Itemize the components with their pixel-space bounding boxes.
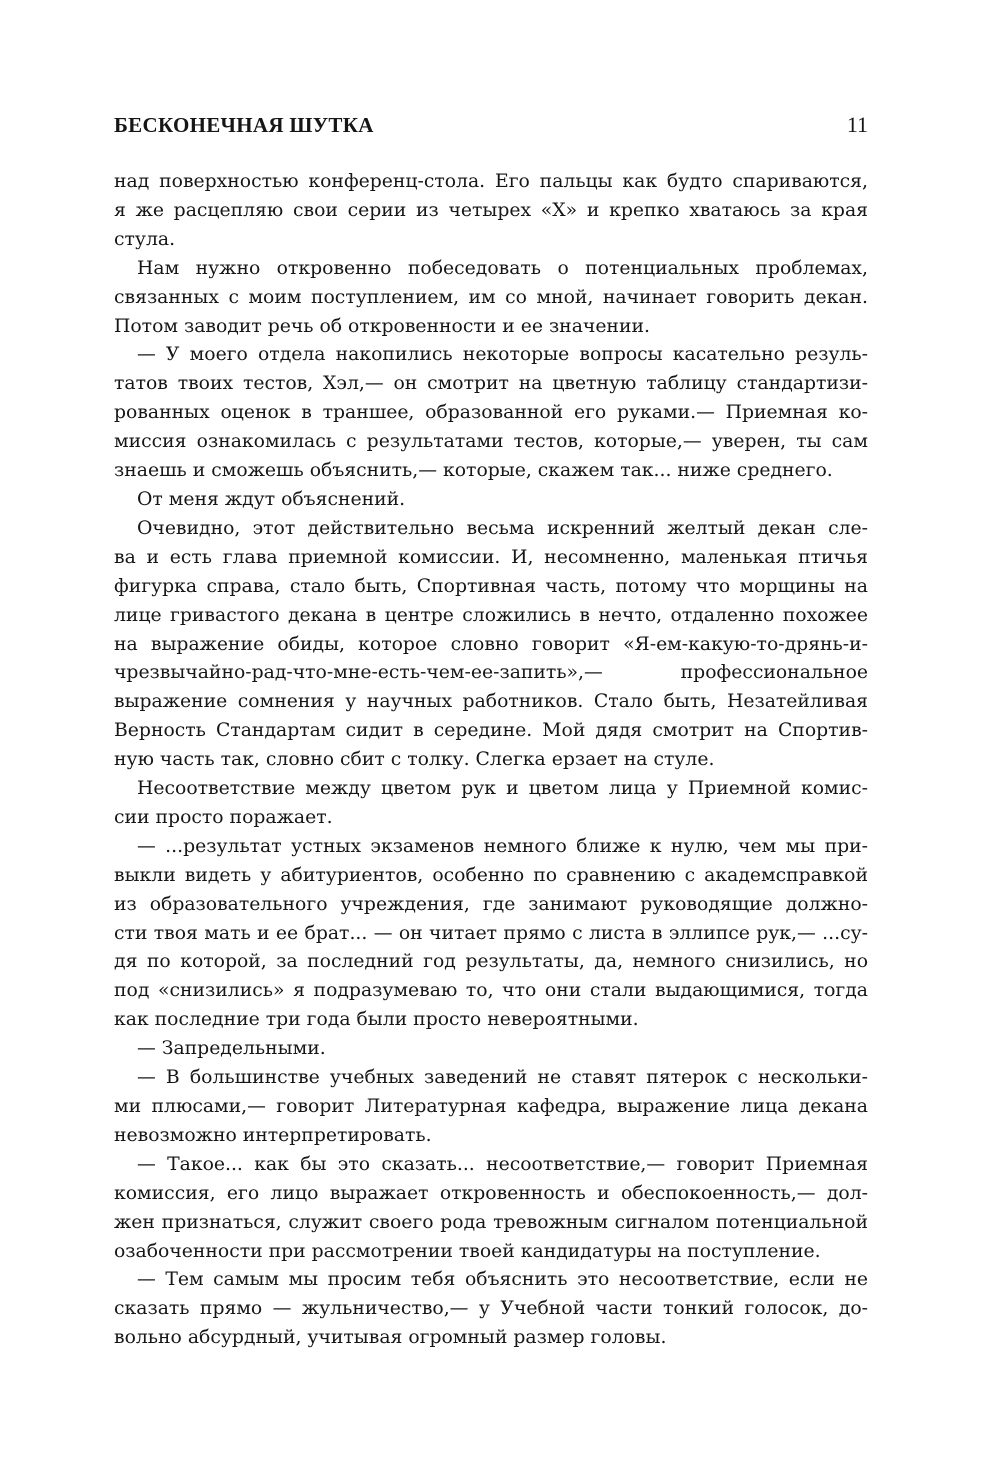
text-line: озабоченности при рассмотрении твоей кандидатуры на поступление. [114, 1240, 821, 1262]
text-line: из образовательного учреждения, где занимают руководящие должно- [114, 893, 868, 915]
text-line: на выражение обиды, которое словно говорит «Я-ем-какую-то-дрянь-и- [114, 633, 868, 655]
text-line: лице гривастого декана в центре сложились в нечто, отдаленно похожее [114, 604, 868, 626]
text-line: выкли видеть у абитуриентов, особенно по сравнению с академсправкой [114, 864, 868, 886]
text-line: невозможно интерпретировать. [114, 1124, 432, 1146]
text-line: От меня ждут объяснений. [137, 488, 406, 510]
page-header [114, 112, 868, 152]
text-line: — У моего отдела накопились некоторые вопросы касательно резуль- [137, 344, 868, 366]
text-line: ную часть так, словно сбит с толку. Слегка ерзает на стуле. [114, 749, 715, 771]
text-line: Нам нужно откровенно побеседовать о потенциальных проблемах, [137, 257, 868, 279]
text-line: — В большинстве учебных заведений не ставят пятерок с нескольки- [137, 1067, 868, 1089]
text-line: Очевидно, этот действительно весьма искренний желтый декан сле- [137, 517, 868, 539]
text-line: дя по которой, за последний год результаты, да, немного снизились, но [114, 951, 868, 973]
book-page [114, 112, 868, 1353]
text-line: я же расцепляю свои серии из четырех «Х» и крепко хватаюсь за края [114, 199, 868, 221]
text-line: выражение сомнения у научных работников. Стало быть, Незатейливая [114, 691, 868, 713]
text-line: — ...результат устных экзаменов немного ближе к нулю, чем мы при- [137, 835, 868, 857]
running-title: БЕСКОНЕЧНАЯ ШУТКА [114, 113, 374, 137]
text-line: связанных с моим поступлением, им со мной, начинает говорить декан. [114, 286, 868, 308]
text-line: фигурка справа, стало быть, Спортивная часть, потому что морщины на [114, 575, 868, 597]
text-line: Потом заводит речь об откровенности и ее значении. [114, 315, 650, 337]
page-number: 11 [846, 112, 868, 137]
body-text [114, 168, 868, 1353]
text-line: Верность Стандартам сидит в середине. Мой дядя смотрит на Спортив- [114, 720, 868, 742]
text-line: — Такое... как бы это сказать... несоответствие,— говорит Приемная [137, 1153, 868, 1175]
text-line: стула. [114, 228, 176, 250]
text-line: как последние три года были просто невероятными. [114, 1009, 639, 1031]
text-line: жен признаться, служит своего рода тревожным сигналом потенциальной [114, 1211, 868, 1233]
text-line: сказать прямо — жульничество,— у Учебной части тонкий голосок, до- [114, 1298, 868, 1320]
text-line: ми плюсами,— говорит Литературная кафедра, выражение лица декана [114, 1096, 868, 1117]
text-line: вольно абсурдный, учитывая огромный размер головы. [114, 1327, 667, 1349]
text-line: комиссия, его лицо выражает откровенность и обеспокоенность,— дол- [114, 1182, 868, 1204]
text-line: чрезвычайно-рад-что-мне-есть-чем-ее-запить»,— профессиональное [114, 662, 868, 684]
text-line: — Запредельными. [137, 1038, 326, 1060]
text-line: — Тем самым мы просим тебя объяснить это несоответствие, если не [137, 1269, 868, 1291]
text-line: сии просто поражает. [114, 806, 333, 828]
text-line: сти твоя мать и ее брат... — он читает прямо с листа в эллипсе рук,— ...су- [114, 922, 868, 944]
text-line: Несоответствие между цветом рук и цветом лица у Приемной комис- [137, 778, 868, 800]
text-line: рованных оценок в траншее, образованной его руками.— Приемная ко- [114, 402, 868, 424]
text-line: татов твоих тестов, Хэл,— он смотрит на цветную таблицу стандартизи- [114, 373, 868, 395]
text-line: ва и есть глава приемной комиссии. И, несомненно, маленькая птичья [114, 546, 868, 568]
text-line: знаешь и сможешь объяснить,— которые, скажем так... ниже среднего. [114, 460, 833, 482]
text-line: над поверхностью конференц-стола. Его пальцы как будто спариваются, [114, 171, 868, 192]
text-line: под «снизились» я подразумеваю то, что они стали выдающимися, тогда [114, 980, 868, 1002]
text-line: миссия ознакомилась с результатами тестов, которые,— уверен, ты сам [114, 431, 868, 453]
